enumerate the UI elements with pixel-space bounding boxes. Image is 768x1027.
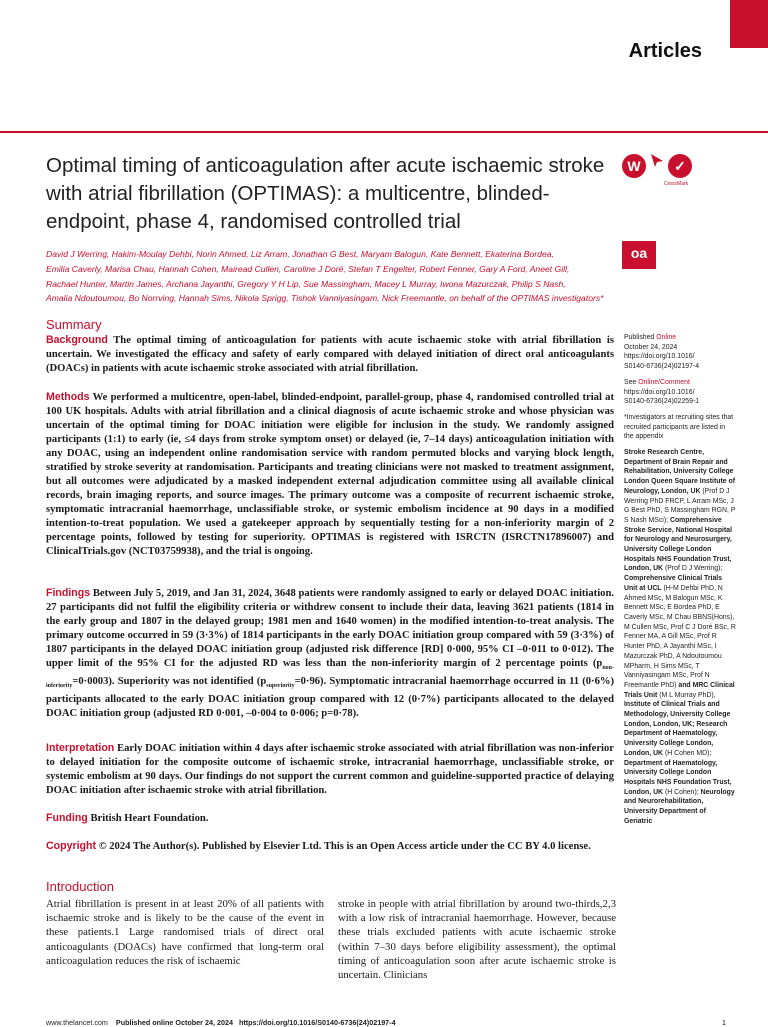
published-date: October 24, 2024: [624, 343, 678, 351]
methods-text: We performed a multicentre, open-label, blinded-endpoint, parallel-group, phase 4, randomised controlled trial at 100 UK hospitals. Adults with atrial fibrillation and a clinical diagnosis of acute ischaemic stroke and whose physician was uncertain of the optimal timing for DOAC initiation were eligible for inclusion in the study. We randomly assigned participants (1:1) to early (ie, ≤4 days from stroke symptom onset) or delayed (ie, 7–14 days) anticoagulation initiation with any DOAC, using an independent online randomisation service with random permuted blocks and varying block length, stratified by stroke severity at randomisation. Participants and treating clinicians were not masked to treatment assignment, but all outcomes were adjudicated by a masked independent external adjudication committee using all available clinical records, brain imaging reports, and source images. The primary outcome was a composite of recurrent ischaemic stroke, symptomatic intracranial haemorrhage, unclassifiable stroke, or systemic embolism incidence at 90 days in a modified intention-to-treat population. We used a gatekeeper approach by sequentially testing for a non-inferiority margin of 2 percentage points, followed by testing for superiority. OPTIMAS is registered with ISRCTN (ISRCTN17896007) and ClinicalTrials.gov (NCT03759938), and the trial is ongoing.: [46, 392, 615, 557]
author-list: [46, 247, 621, 306]
see-label: See: [624, 378, 637, 386]
author-line: David J Werring, Hakim-Moulay Dehbi, Norin Ahmed, Liz Arram, Jonathan G Best, Maryam Balogun, Kate Bennett, Ekaterina Bordea,: [46, 249, 554, 259]
investigators-note: *Investigators at recruiting sites that recruited participants are listed in the appendix: [624, 413, 734, 441]
findings-paragraph: [46, 586, 614, 721]
affiliations: [624, 448, 736, 826]
copyright-text: © 2024 The Author(s). Published by Elsevier Ltd. This is an Open Access article under the CC BY 4.0 license.: [98, 841, 591, 852]
author-line: Amalia Ndoutoumou, Bo Norrving, Hannah Sims, Nikola Sprigg, Tishok Vanniyasingam, Nick Freemantle, on behalf of the OPTIMAS investigators*: [46, 293, 604, 304]
page-number: 1: [721, 1018, 726, 1027]
intro-column-2: stroke in people with atrial fibrillation by around two-thirds,2,3 with a low risk of intracranial haemorrhage. However, because these trials excluded patients with acute ischaemic stroke (within 7–30 days before eligibility assessment), the optimal timing of anticoagulation soon after acute ischaemic stroke is uncertain. Clinicians: [338, 898, 616, 982]
findings-text: =0·96). Symptomatic intracranial haemorrhage occurred in 11 (0·6%) participants allocated to the early DOAC initiation group compared with 12 (0·7%) participants allocated to the delayed DOAC initiation group (adjusted RD 0·001, –0·004 to 0·006; p=0·78).: [46, 676, 614, 720]
methods-paragraph: [46, 390, 614, 559]
published-online-link[interactable]: Online: [656, 334, 677, 341]
summary-heading: Summary: [46, 317, 102, 332]
funding-paragraph: [46, 811, 614, 826]
section-label: Articles: [628, 40, 702, 62]
open-access-badge: oa: [622, 241, 656, 269]
section-tab: [730, 0, 768, 48]
affiliation-names: (H Cohen);: [664, 788, 699, 796]
see-comment-block: [624, 378, 736, 407]
article-title: Optimal timing of anticoagulation after acute ischaemic stroke with atrial fibrillation (OPTIMAS): a multicentre, blinded-endpoint, phase 4, randomised controlled trial: [46, 154, 605, 233]
affiliation-names: (Prof D J Werring PhD FRCP, L Arram MSc, J G Best PhD, S Massingham RGN, P S Nash MSci);: [624, 487, 736, 524]
affiliation: Stroke Research Centre, Department of Brain Repair and Rehabilitation, University College London Queen Square Institute of Neurology, London, UK: [624, 449, 736, 495]
introduction-heading: Introduction: [46, 879, 114, 894]
footer-published: Published online October 24, 2024: [115, 1018, 233, 1027]
author-line: Rachael Hunter, Martin James, Archana Jayanthi, Gregory Y H Lip, Sue Massingham, Macey L Murray, Iwona Mazurczak, Philip S Nash,: [46, 278, 566, 289]
funding-text: British Heart Foundation.: [90, 813, 209, 824]
sidebar: [624, 333, 736, 832]
cursor-icon: [649, 152, 665, 168]
comment-doi-id[interactable]: S0140-6736(24)02259-1: [624, 398, 700, 406]
affiliation: Institute of Clinical Trials and Methodology, University College London, London, UK; Research Department of Haematology, University College London, London, UK: [624, 701, 731, 757]
journal-site[interactable]: www.thelancet.com: [46, 1018, 108, 1027]
findings-text: =0·0003). Superiority was not identified (p: [72, 676, 267, 688]
affiliation-names: (H-M Dehbi PhD, N Ahmed MSc, M Balogun MSc, K Bennett MSc, E Bordea PhD, E Caverly MSc, M Chau BBNS(Hons), M Cullen MSc, Prof C J Doré BSc, R Fenner MA, A Gill MSc, Prof R Hunter PhD, A Jayanthi MSc, I Mazurczak PhD, A Ndoutoumou MPharm, H Sims MSc, T Vanniyasingam MSc, Prof N Freemantle PhD): [624, 584, 736, 689]
findings-text: Between July 5, 2019, and Jan 31, 2024, 3648 patients were randomly assigned to early or delayed DOAC initiation. 27 participants did not fulfil the eligibility criteria or withdrew consent to include their data, leaving 3621 patients (1814 in the early group and 1807 in the delayed group; 1981 men and 1640 women) in the modified intention-to-treat analysis. The primary outcome occurred in 59 (3·3%) of 1814 participants in the early DOAC initiation group compared with 59 (3·3%) of 1807 participants in the delayed DOAC initiation group (adjusted risk difference [RD] 0·000, 95% CI –0·011 to 0·012). The upper limit of the 95% CI for the adjusted RD was less than the non-inferiority margin of 2 percentage points (p: [46, 588, 614, 669]
crossmark-icon[interactable]: ✓: [668, 154, 692, 178]
methods-label: Methods: [46, 391, 90, 403]
doi-id[interactable]: S0140-6736(24)02197-4: [624, 363, 700, 371]
comment-link[interactable]: Online/Comment: [638, 378, 690, 386]
interpretation-paragraph: [46, 741, 614, 798]
affiliation-names: (Prof D J Werring);: [664, 565, 723, 573]
background-label: Background: [46, 334, 108, 346]
intro-column-1: Atrial fibrillation is present in at least 20% of all patients with ischaemic stroke and is likely to be the cause of the event in these patients.1 Large randomised trials of direct oral anticoagulants (DOACs) have confirmed that long-term oral anticoagulation reduces the risk of ischaemic: [46, 898, 324, 967]
comment-doi-link[interactable]: https://doi.org/10.1016/: [624, 388, 695, 396]
background-text: The optimal timing of anticoagulation for patients with acute ischaemic stoke with atrial fibrillation is uncertain. We investigated the efficacy and safety of early compared with delayed initiation of direct oral anticoagulants (DOACs) in patients with acute ischaemic stroke associated with atrial fibrillation.: [46, 335, 614, 374]
copyright-label: Copyright: [46, 840, 97, 852]
published-block: [624, 333, 736, 372]
affiliation: Neurology and Neurorehabilitation, University Department of Geriatric: [624, 788, 735, 825]
affiliation-names: (M L Murray PhD),: [659, 691, 716, 699]
affiliation: Comprehensive Stroke Service, National Hospital for Neurology and Neurosurgery, University College London Hospitals NHS Foundation Trust, London, UK: [624, 516, 732, 573]
affiliation: Comprehensive Clinical Trials Unit at UCL: [624, 575, 723, 592]
footer-doi[interactable]: https://doi.org/10.1016/S0140-6736(24)02197-4: [238, 1018, 396, 1027]
web-first-icon[interactable]: W: [622, 154, 646, 178]
affiliation: Department of Haematology, University College London Hospitals NHS Foundation Trust, London, UK: [624, 759, 732, 796]
doi-link[interactable]: https://doi.org/10.1016/: [624, 353, 695, 361]
header-rule: [0, 131, 768, 133]
published-label: Published: [624, 334, 655, 341]
funding-label: Funding: [46, 812, 88, 824]
copyright-paragraph: [46, 839, 614, 854]
interpretation-label: Interpretation: [46, 742, 115, 754]
findings-label: Findings: [46, 587, 91, 599]
affiliation: MRC Clinical Trials Unit: [624, 681, 735, 699]
background-paragraph: [46, 333, 614, 376]
page-footer: [46, 1018, 726, 1027]
author-line: Emilia Caverly, Marisa Chau, Hannah Cohen, Mairead Cullen, Caroline J Doré, Stefan T Engelter, Robert Fenner, Gary A Ford, Aneet Gill,: [46, 263, 570, 274]
affiliation-connector: and: [678, 681, 691, 689]
badges: [622, 152, 702, 192]
affiliation-names: (H Cohen MD);: [664, 749, 712, 757]
interpretation-text: Early DOAC initiation within 4 days after ischaemic stroke associated with atrial fibrillation was non-inferior to delayed initiation for the composite outcome of ischaemic stroke, intracranial haemorrhage, unclassifiable stroke, or systemic embolism at 90 days. Our findings do not support the current common and guideline-supported practice of delaying DOAC initiation after ischaemic stroke with atrial fibrillation.: [46, 743, 614, 796]
crossmark-label: CrossMark: [664, 181, 689, 187]
subscript: non-inferiority: [46, 665, 614, 690]
subscript: superiority: [266, 683, 295, 690]
